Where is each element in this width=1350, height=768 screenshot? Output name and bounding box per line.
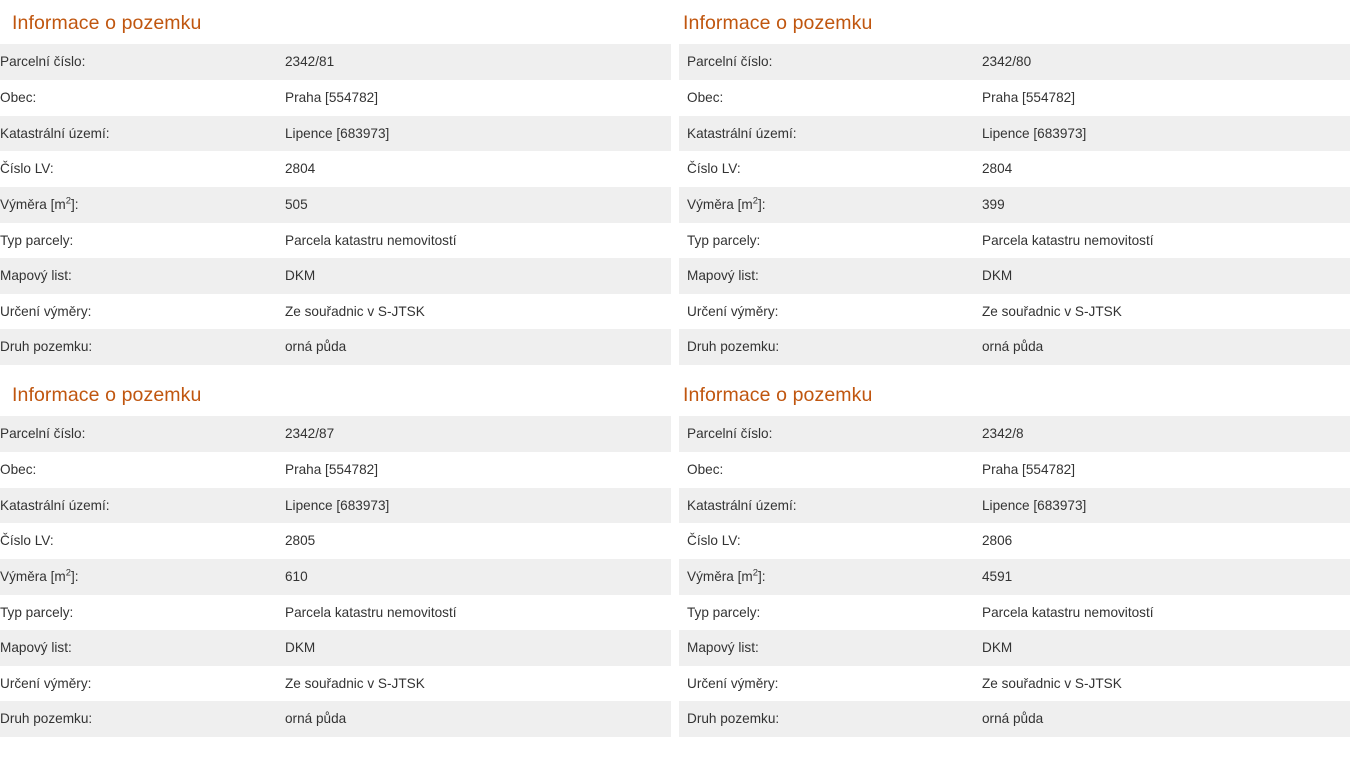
row-label: Parcelní číslo: [679, 416, 972, 452]
row-value: 2342/80 [972, 44, 1350, 80]
row-label: Druh pozemku: [0, 329, 285, 365]
row-label [679, 559, 972, 595]
row-value: Lipence [683973] [285, 488, 671, 524]
row-value: Praha [554782] [285, 452, 671, 488]
row-label: Parcelní číslo: [0, 44, 285, 80]
row-value: Praha [554782] [972, 452, 1350, 488]
table-row [679, 488, 1350, 524]
parcel-info-panel [0, 0, 671, 372]
row-label-prefix: Výměra [m [687, 196, 753, 212]
table-row [0, 223, 671, 259]
row-label-superscript: 2 [752, 195, 759, 207]
table-row [679, 223, 1350, 259]
row-label: Katastrální území: [0, 488, 285, 524]
table-row [0, 630, 671, 666]
row-value: Praha [554782] [972, 80, 1350, 116]
row-value: Ze souřadnic v S-JTSK [285, 294, 671, 330]
row-value: 2804 [972, 151, 1350, 187]
row-label [679, 187, 972, 223]
table-row [679, 523, 1350, 559]
row-label: Určení výměry: [0, 666, 285, 702]
row-label-prefix: Výměra [m [687, 568, 753, 584]
row-label-superscript: 2 [752, 567, 759, 579]
row-value: Parcela katastru nemovitostí [285, 595, 671, 631]
table-row [679, 595, 1350, 631]
table-row [0, 559, 671, 595]
table-row [679, 294, 1350, 330]
row-label: Druh pozemku: [679, 701, 972, 737]
row-value: Parcela katastru nemovitostí [972, 223, 1350, 259]
row-value: Ze souřadnic v S-JTSK [972, 666, 1350, 702]
table-row [0, 294, 671, 330]
page-title: Informace o pozemku [683, 12, 873, 34]
row-label-superscript: 2 [65, 567, 72, 579]
table-row [0, 151, 671, 187]
table-row [679, 80, 1350, 116]
row-value: 505 [285, 187, 671, 223]
table-row [679, 258, 1350, 294]
row-label: Typ parcely: [679, 223, 972, 259]
row-label: Parcelní číslo: [0, 416, 285, 452]
table-row [679, 701, 1350, 737]
row-label: Typ parcely: [0, 595, 285, 631]
table-row [679, 666, 1350, 702]
row-label: Druh pozemku: [679, 329, 972, 365]
table-row [679, 329, 1350, 365]
table-row [0, 80, 671, 116]
row-value: orná půda [285, 701, 671, 737]
row-value: DKM [972, 258, 1350, 294]
row-value: 610 [285, 559, 671, 595]
table-row [679, 630, 1350, 666]
row-label: Obec: [0, 452, 285, 488]
row-label [0, 559, 285, 595]
row-label-suffix: ]: [758, 568, 766, 584]
table-row [679, 187, 1350, 223]
row-label: Katastrální území: [679, 488, 972, 524]
row-value: Lipence [683973] [972, 116, 1350, 152]
row-value: DKM [972, 630, 1350, 666]
row-value: Parcela katastru nemovitostí [285, 223, 671, 259]
row-value: 4591 [972, 559, 1350, 595]
row-value: 2342/81 [285, 44, 671, 80]
row-label: Mapový list: [0, 630, 285, 666]
parcel-info-panel [679, 372, 1350, 744]
row-label: Obec: [0, 80, 285, 116]
table-row [0, 329, 671, 365]
row-value: 2804 [285, 151, 671, 187]
row-value: 399 [972, 187, 1350, 223]
row-label-suffix: ]: [758, 196, 766, 212]
table-row [0, 116, 671, 152]
table-row [0, 187, 671, 223]
row-value: DKM [285, 630, 671, 666]
parcel-info-table [679, 44, 1350, 365]
row-label: Parcelní číslo: [679, 44, 972, 80]
parcel-info-table [0, 44, 671, 365]
row-value: 2342/8 [972, 416, 1350, 452]
row-value: Ze souřadnic v S-JTSK [285, 666, 671, 702]
table-row [679, 44, 1350, 80]
parcel-info-panel [0, 372, 671, 744]
row-value: Ze souřadnic v S-JTSK [972, 294, 1350, 330]
table-row [0, 701, 671, 737]
table-row [679, 116, 1350, 152]
row-value: 2342/87 [285, 416, 671, 452]
row-label: Číslo LV: [679, 523, 972, 559]
row-label: Určení výměry: [0, 294, 285, 330]
row-label: Číslo LV: [0, 151, 285, 187]
row-label: Číslo LV: [0, 523, 285, 559]
row-value: 2806 [972, 523, 1350, 559]
row-value: Lipence [683973] [285, 116, 671, 152]
row-label: Katastrální území: [679, 116, 972, 152]
row-value: Lipence [683973] [972, 488, 1350, 524]
table-row [679, 151, 1350, 187]
row-label [0, 187, 285, 223]
row-label-suffix: ]: [71, 568, 79, 584]
row-label: Katastrální území: [0, 116, 285, 152]
table-row [679, 559, 1350, 595]
page-title: Informace o pozemku [12, 384, 202, 406]
row-value: Praha [554782] [285, 80, 671, 116]
row-value: Parcela katastru nemovitostí [972, 595, 1350, 631]
table-row [0, 44, 671, 80]
page-title: Informace o pozemku [683, 384, 873, 406]
table-row [0, 666, 671, 702]
row-label: Určení výměry: [679, 294, 972, 330]
row-value: DKM [285, 258, 671, 294]
table-row [679, 452, 1350, 488]
table-row [0, 452, 671, 488]
row-label: Typ parcely: [0, 223, 285, 259]
table-row [0, 523, 671, 559]
row-label: Určení výměry: [679, 666, 972, 702]
page-title: Informace o pozemku [12, 12, 202, 34]
row-value: 2805 [285, 523, 671, 559]
row-label: Mapový list: [679, 258, 972, 294]
row-label: Číslo LV: [679, 151, 972, 187]
row-label: Mapový list: [0, 258, 285, 294]
table-row [679, 416, 1350, 452]
row-label-suffix: ]: [71, 196, 79, 212]
parcel-info-panel [679, 0, 1350, 372]
row-value: orná půda [972, 329, 1350, 365]
row-label: Druh pozemku: [0, 701, 285, 737]
row-label: Typ parcely: [679, 595, 972, 631]
row-value: orná půda [972, 701, 1350, 737]
row-value: orná půda [285, 329, 671, 365]
row-label: Mapový list: [679, 630, 972, 666]
table-row [0, 595, 671, 631]
row-label-prefix: Výměra [m [0, 568, 66, 584]
table-row [0, 416, 671, 452]
parcel-info-table [679, 416, 1350, 737]
row-label-prefix: Výměra [m [0, 196, 66, 212]
parcel-info-table [0, 416, 671, 737]
table-row [0, 488, 671, 524]
row-label-superscript: 2 [65, 195, 72, 207]
table-row [0, 258, 671, 294]
row-label: Obec: [679, 80, 972, 116]
row-label: Obec: [679, 452, 972, 488]
